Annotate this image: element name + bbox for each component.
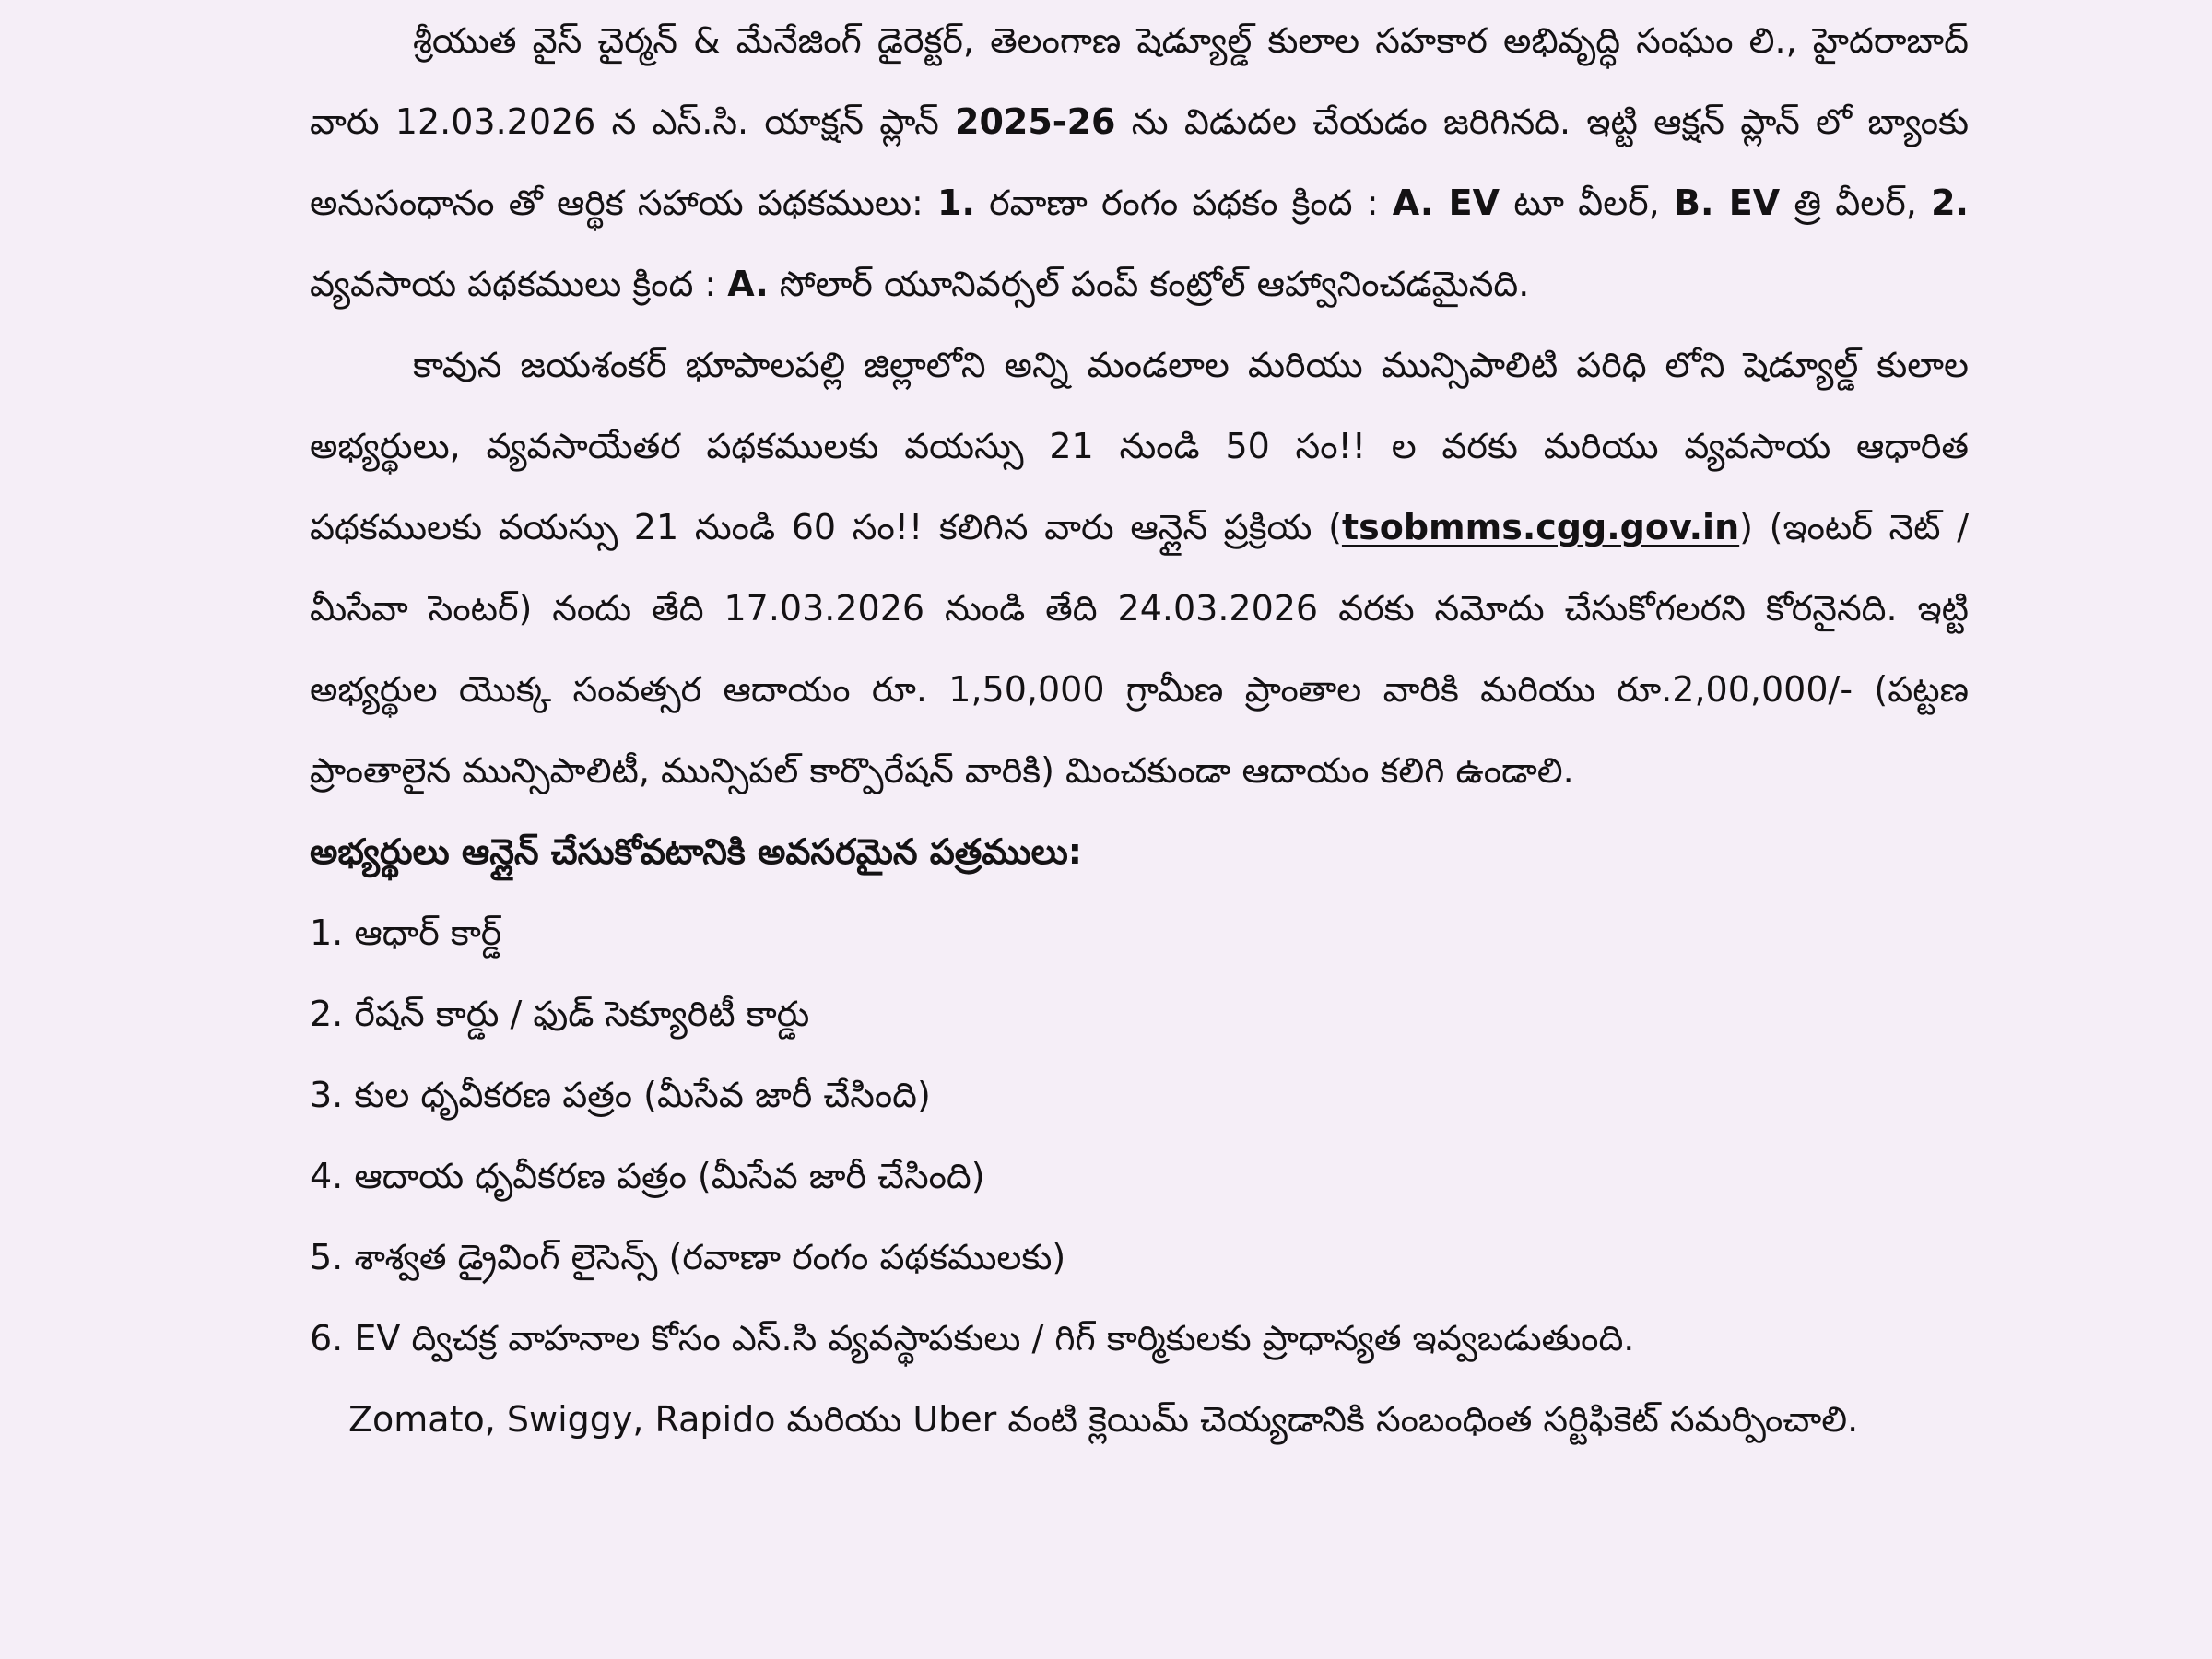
list-item bbox=[310, 892, 1969, 973]
website-link[interactable]: tsobmms.cgg.gov.in bbox=[1341, 507, 1740, 547]
list-item-continuation: Zomato, Swiggy, Rapido మరియు Uber వంటి క్లెయిమ్ చెయ్యడానికి సంబంధింత సర్టిఫికెట్ సమర్పించాలి. bbox=[348, 1399, 1859, 1440]
list-item-number: 5. bbox=[310, 1237, 344, 1277]
list-item-text: EV ద్విచక్ర వాహనాల కోసం ఎస్.సి వ్యవస్థాపకులు / గిగ్ కార్మికులకు ప్రాధాన్యత ఇవ్వబడుతుంది. bbox=[354, 1318, 1635, 1359]
p1-text-i: త్రి వీలర్, bbox=[1794, 182, 1917, 223]
list-item-text: ఆదాయ ధృవీకరణ పత్రం (మీసేవ జారీ చేసింది) bbox=[354, 1156, 985, 1196]
p2-text-a: కావున జయశంకర్ భూపాలపల్లి జిల్లాలోని అన్ని మండలాల మరియు మున్సిపాలిటి పరిధి లోని షెడ్యూల్డ్ కులాల అభ్యర్థులు, వ్యవసాయేతర పథకములకు వయస్సు 21 నుండి 50 సం!! ల వరకు మరియు వ్యవసాయ ఆధారిత పథకములకు వయస్సు 21 నుండి 60 సం!! కలిగిన వారు ఆన్లైన్ ప్రక్రియ ( bbox=[310, 345, 1969, 547]
p1-text-e: రవాణా రంగం పథకం క్రింద : bbox=[989, 182, 1379, 223]
list-item bbox=[310, 973, 1969, 1054]
p1-text-g: టూ వీలర్, bbox=[1513, 182, 1660, 223]
list-item-text: ఆధార్ కార్డ్ bbox=[354, 912, 502, 953]
list-item bbox=[310, 1054, 1969, 1135]
p1-text-c: ను విడుదల చేయడం జరిగినది. ఇట్టి ఆక్షన్ ప్లాన్ లో బ్యాంకు అనుసంధానం తో ఆర్థిక సహాయ పథకములు: bbox=[310, 101, 1969, 223]
list-item-text: కుల ధృవీకరణ పత్రం (మీసేవ జారీ చేసింది) bbox=[354, 1075, 931, 1115]
documents-heading: అభ్యర్థులు ఆన్లైన్ చేసుకోవటానికి అవసరమైన పత్రములు: bbox=[310, 831, 1082, 872]
p1-text-k: వ్యవసాయ పథకములు క్రింద : bbox=[310, 264, 717, 304]
list-item-number: 6. bbox=[310, 1318, 344, 1359]
list-item-text: రేషన్ కార్డు / ఫుడ్ సెక్యూరిటీ కార్డు bbox=[354, 994, 810, 1034]
action-plan-paragraph bbox=[310, 0, 1969, 324]
list-item bbox=[310, 1217, 1969, 1298]
eligibility-paragraph bbox=[310, 324, 1969, 811]
list-item-number: 4. bbox=[310, 1156, 344, 1196]
p1-num-2: 2. bbox=[1931, 182, 1969, 223]
list-item-number: 2. bbox=[310, 994, 344, 1034]
p1-text-m: సోలార్ యూనివర్సల్ పంప్ కంట్రోల్ ఆహ్వానించడమైనది. bbox=[779, 264, 1530, 304]
document-body bbox=[310, 0, 1969, 1460]
list-item-text: శాశ్వత డ్రైవింగ్ లైసెన్స్ (రవాణా రంగం పథకములకు) bbox=[354, 1237, 1066, 1277]
list-item bbox=[310, 1135, 1969, 1217]
documents-list bbox=[310, 892, 1969, 1460]
p1-year: 2025-26 bbox=[955, 101, 1116, 142]
p1-ev-a: A. EV bbox=[1392, 182, 1500, 223]
list-item-number: 3. bbox=[310, 1075, 344, 1115]
p1-ev-b: B. EV bbox=[1673, 182, 1781, 223]
p1-num-1: 1. bbox=[937, 182, 975, 223]
p2-text-c: ) (ఇంటర్ నెట్ / మీసేవా సెంటర్) నందు తేది 17.03.2026 నుండి తేది 24.03.2026 వరకు నమోదు చేసుకోగలరని కోరనైనది. ఇట్టి అభ్యర్థుల యొక్క సంవత్సర ఆదాయం రూ. 1,50,000 గ్రామీణ ప్రాంతాల వారికి మరియు రూ.2,00,000/- (పట్టణ ప్రాంతాలైన మున్సిపాలిటీ, మున్సిపల్ కార్పొరేషన్ వారికి) మించకుండా ఆదాయం కలిగి ఉండాలి. bbox=[310, 507, 1970, 791]
p1-text-a: శ్రీయుత వైస్ చైర్మన్ & మేనేజింగ్ డైరెక్టర్, తెలంగాణ షెడ్యూల్డ్ కులాల సహకార అభివృద్ధి సంఘం లి., హైదరాబాద్ వారు 12.03.2026 న ఎస్.సి. యాక్షన్ ప్లాన్ bbox=[310, 20, 1969, 142]
p1-label-a: A. bbox=[727, 264, 769, 304]
list-item-number: 1. bbox=[310, 912, 344, 953]
list-item bbox=[310, 1298, 1969, 1460]
